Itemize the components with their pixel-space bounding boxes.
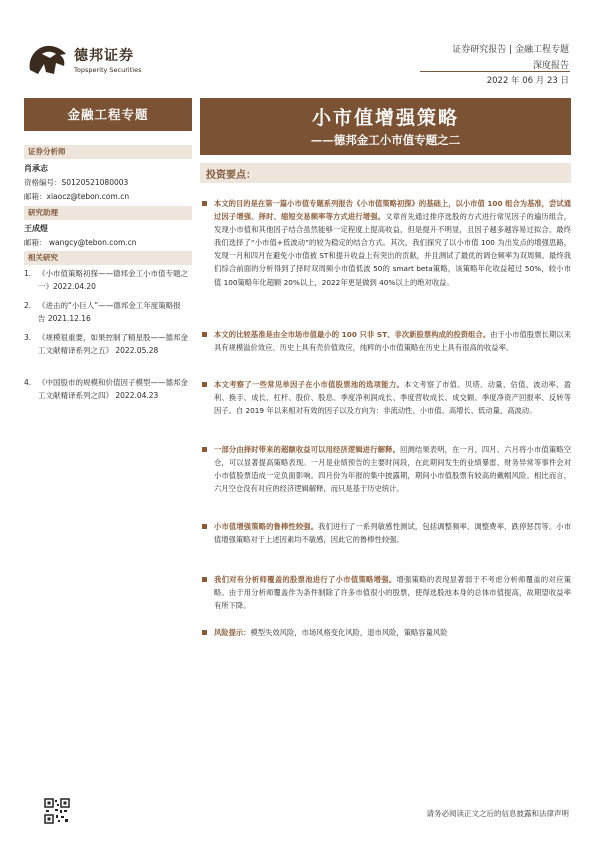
assistant-name: 王成煜 — [24, 224, 48, 233]
bullet-square-icon — [202, 630, 207, 635]
key-point-3 — [202, 378, 571, 417]
logo-name-en: Topsperity Securities — [74, 66, 142, 74]
related-report-title: 《进击的“小巨人”——德邦金工年度策略报告 2021.12.16 — [38, 301, 181, 323]
related-report-item[interactable] — [24, 299, 192, 325]
related-report-title: 《中国股市的规模和价值因子模型——德邦金工文献精译系列之四》 2022.04.23 — [38, 378, 188, 400]
report-category: 证券研究报告 | 金融工程专题 — [452, 45, 569, 55]
report-subtitle: ——德邦金工小市值专题之二 — [310, 133, 461, 147]
sidebar-banner — [24, 98, 192, 131]
key-point-lead: 本文的比较基准是由全市场市值最小的 100 只非 ST、非次新股票构成的投资组合。 — [214, 330, 491, 339]
related-report-number: 2. — [24, 301, 32, 310]
key-point-body: 本文考察了市值、贝塔、动量、估值、波动率、盈利、换手、成长、杠杆、股价、股息、季度净利润成长、季度营收成长、成交额、季度净资产回报率、反转等因子。自 2019 年以来相对有效的因子以及方向为：非流动性、小市值、高增长、低动量、高波动。 — [214, 380, 572, 416]
disclaimer-notice: 请务必阅读正文之后的信息披露和法律声明 — [426, 809, 569, 818]
related-section-heading: 相关研究 — [24, 251, 192, 265]
report-type: 深度报告 — [532, 61, 569, 71]
assistant-section-heading: 研究助理 — [24, 206, 192, 220]
related-report-item[interactable] — [24, 331, 192, 357]
key-point-lead: 一部分由择时带来的超额收益可以用经济逻辑进行解释。 — [214, 445, 401, 454]
key-point-lead: 本文的目的是在第一篇小市值专题系列报告《小市值策略初探》的基础上，以小市值 100 组合为基准，尝试通过因子增强、择时、缩短交易频率等方式进行增强。 — [214, 199, 571, 222]
bullet-square-icon — [202, 577, 207, 582]
key-point-6 — [202, 573, 571, 612]
analyst-name: 肖承志 — [24, 164, 48, 173]
key-point-risk — [202, 626, 571, 639]
key-point-lead: 本文考察了一些常见单因子在小市值股票池的选项能力。 — [214, 380, 405, 389]
assistant-email[interactable]: 邮箱： wangcy@tebon.com.cn — [24, 238, 137, 247]
report-title: 小市值增强策略 — [311, 107, 459, 129]
related-report-title: 《规模很重要，如果控制了精星股——德邦金工文献精译系列之五》 2022.05.28 — [38, 333, 188, 355]
related-report-number: 4. — [24, 378, 32, 387]
key-point-lead: 我们对有分析师覆盖的股票池进行了小市值策略增强。 — [214, 575, 397, 584]
bullet-square-icon — [202, 382, 207, 387]
key-point-lead: 小市值增强策略的鲁棒性较强。 — [214, 522, 319, 531]
related-report-item[interactable] — [24, 376, 192, 402]
header-divider — [420, 71, 570, 72]
logo-name-cn: 德邦证券 — [74, 48, 134, 64]
qr-code-icon — [44, 798, 70, 824]
key-point-2 — [202, 328, 571, 354]
sidebar-banner-title: 金融工程专题 — [67, 107, 149, 122]
related-report-item[interactable] — [24, 267, 192, 293]
key-point-1 — [202, 197, 571, 289]
related-report-number: 1. — [24, 269, 32, 278]
company-logo-icon — [24, 40, 70, 80]
key-point-body: 文章首先通过排序选股的方式进行常见因子的遍历组合，发现小市值和其他因子结合虽然能够一定程度上提高收益，但是提升不明显，且因子越多越容易过拟合。最终我们选择了“小市值+低波动”的较为稳定的结合方式。其次，我们探究了以小市值 100 为出发点的增强思路，发现一月和四月在避免小市值被 ST和提升收益上有突出的贡献，并且测试了最优的调仓频率为双周频。最终我们综合前面的分析得到了择时双周频小市值低波 50的 smart beta策略，该策略年化收益超过 50%，较小市值 100策略年化超额 20%以上，2022年更是做到 40%以上的绝对收益。 — [214, 212, 572, 287]
bullet-square-icon — [202, 201, 207, 206]
analyst-email[interactable]: 邮箱：xiaocz@tebon.com.cn — [24, 192, 130, 201]
bullet-square-icon — [202, 524, 207, 529]
key-point-4 — [202, 443, 571, 495]
analyst-cert: 资格编号：S0120521080003 — [24, 178, 129, 187]
related-report-number: 3. — [24, 333, 32, 342]
related-report-title: 《小市值策略初探——德邦金工小市值专题之一》2022.04.20 — [38, 269, 188, 291]
bullet-square-icon — [202, 332, 207, 337]
key-point-body: 我们进行了一系列敏感性测试，包括调整频率、调整费率、跌停惩罚等。小市值增强策略对于上述因素均不敏感，因此它的鲁棒性较强。 — [214, 522, 572, 545]
key-point-body: 回测结果表明，在一月、四月、六月将小市值策略空仓，可以显著提高策略表现。一月是业绩预告的主要时间段，在此期间发生的业绩暴雷、财务异常等事件会对小市值股票造成一定负面影响。四月份为年报的集中披露期，期间小市值股票有较高的戴帽风险。相比而言，六月空仓没有对应的经济逻辑解释，而只是基于历史统计。 — [214, 445, 572, 494]
key-point-body: 由于小市值股票长期以来具有规模溢价效应、历史上具有壳价值效应，纯粹的小市值策略在历史上具有很高的收益率。 — [214, 330, 571, 353]
key-points-heading: 投资要点： — [206, 170, 256, 181]
analyst-section-heading: 证券分析师 — [24, 145, 192, 159]
risk-warning-label: 风险提示： — [214, 628, 251, 637]
report-date: 2022 年 06 月 23 日 — [486, 76, 569, 86]
key-point-5 — [202, 520, 571, 546]
risk-warning-body: 模型失效风险，市场风格变化风险，退市风险，策略容量风险 — [250, 628, 448, 637]
bullet-square-icon — [202, 447, 207, 452]
key-point-body: 增强策略的表现显著弱于不考虑分析师覆盖的对应策略。由于用分析师覆盖作为条件制除了许多市值很小的股票，使得选股池本身的总体市值提高，故期望收益率有所下降。 — [214, 575, 571, 611]
